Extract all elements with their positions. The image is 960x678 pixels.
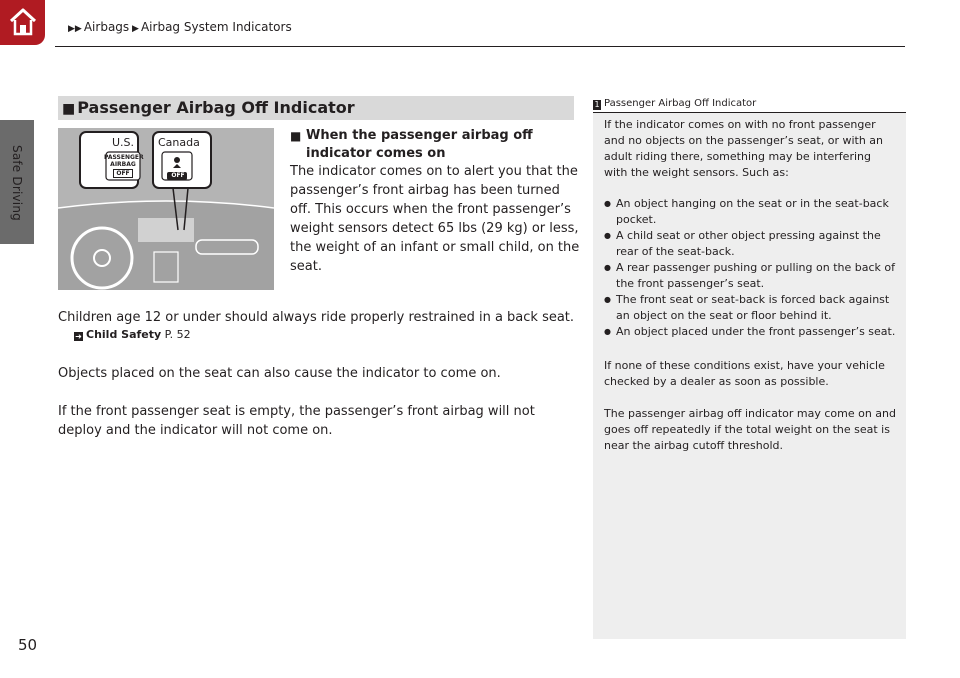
square-bullet-icon: ■ [62,101,76,117]
intro-paragraph: The indicator comes on to alert you that the passenger’s front airbag has been turned off. This occurs when the front passenger’s weight sensors detect 65 lbs (29 kg) or less, the weight of an infant or small child, on the seat. [290,164,580,274]
home-button[interactable] [0,0,45,45]
breadcrumb-item-airbags[interactable]: Airbags [83,20,130,34]
cross-reference-page: P. 52 [164,328,191,341]
subheading [290,127,580,163]
cross-reference-title[interactable]: Child Safety [86,328,162,341]
breadcrumb [68,20,292,34]
us-indicator-label: U.S. [112,136,135,149]
children-paragraph: Children age 12 or under should always ride properly restrained in a back seat. [58,310,575,325]
list-item: ● An object hanging on the seat or in the seat-back pocket. [604,196,896,228]
triangle-right-icon: ▶▶ [68,24,82,34]
empty-seat-paragraph: If the front passenger seat is empty, the passenger’s front airbag will not deploy and the indicator will not come on. [58,404,535,438]
note-dealer-paragraph: If none of these conditions exist, have your vehicle checked by a dealer as soon as possible. [604,359,885,388]
arrow-reference-icon: ➜ [75,332,82,341]
canada-indicator-off: OFF [171,172,185,179]
triangle-right-icon: ▶ [129,24,139,34]
objects-paragraph: Objects placed on the seat can also cause the indicator to come on. [58,366,501,381]
list-item: ● A child seat or other object pressing against the rear of the seat-back. [604,228,896,260]
dashboard-illustration [58,128,274,290]
chapter-label: Safe Driving [10,145,24,221]
dashboard-drawing [58,128,274,290]
section-heading [58,96,574,120]
canada-indicator-label: Canada [158,136,200,149]
list-item: ● An object placed under the front passenger’s seat. [604,324,896,340]
list-item: ● The front seat or seat-back is forced back against an object on the seat or floor behind it. [604,292,896,324]
note-number-icon: 1 [594,100,600,109]
us-indicator-text: PASSENGER AIRBAG OFF [104,154,144,177]
square-bullet-icon: ■ [290,129,302,143]
section-title: Passenger Airbag Off Indicator [77,98,355,117]
list-item: ● A rear passenger pushing or pulling on the back of the front passenger’s seat. [604,260,896,292]
note-intro: If the indicator comes on with no front passenger and no objects on the passenger’s seat, or with an adult riding there, something may be interfering with the weight sensors. Such as: [604,118,884,179]
breadcrumb-item-indicators[interactable]: Airbag System Indicators [140,20,292,34]
note-title: 1 Passenger Airbag Off Indicator [594,98,757,109]
subheading-text: When the passenger airbag off indicator comes on [306,128,533,161]
note-bullet-list [604,196,896,340]
home-icon [8,6,38,38]
page-number: 50 [18,636,38,654]
header-divider [55,46,905,47]
cross-reference[interactable] [74,328,191,341]
note-threshold-paragraph: The passenger airbag off indicator may come on and goes off repeatedly if the total weight on the seat is near the airbag cutoff threshold. [604,407,897,452]
